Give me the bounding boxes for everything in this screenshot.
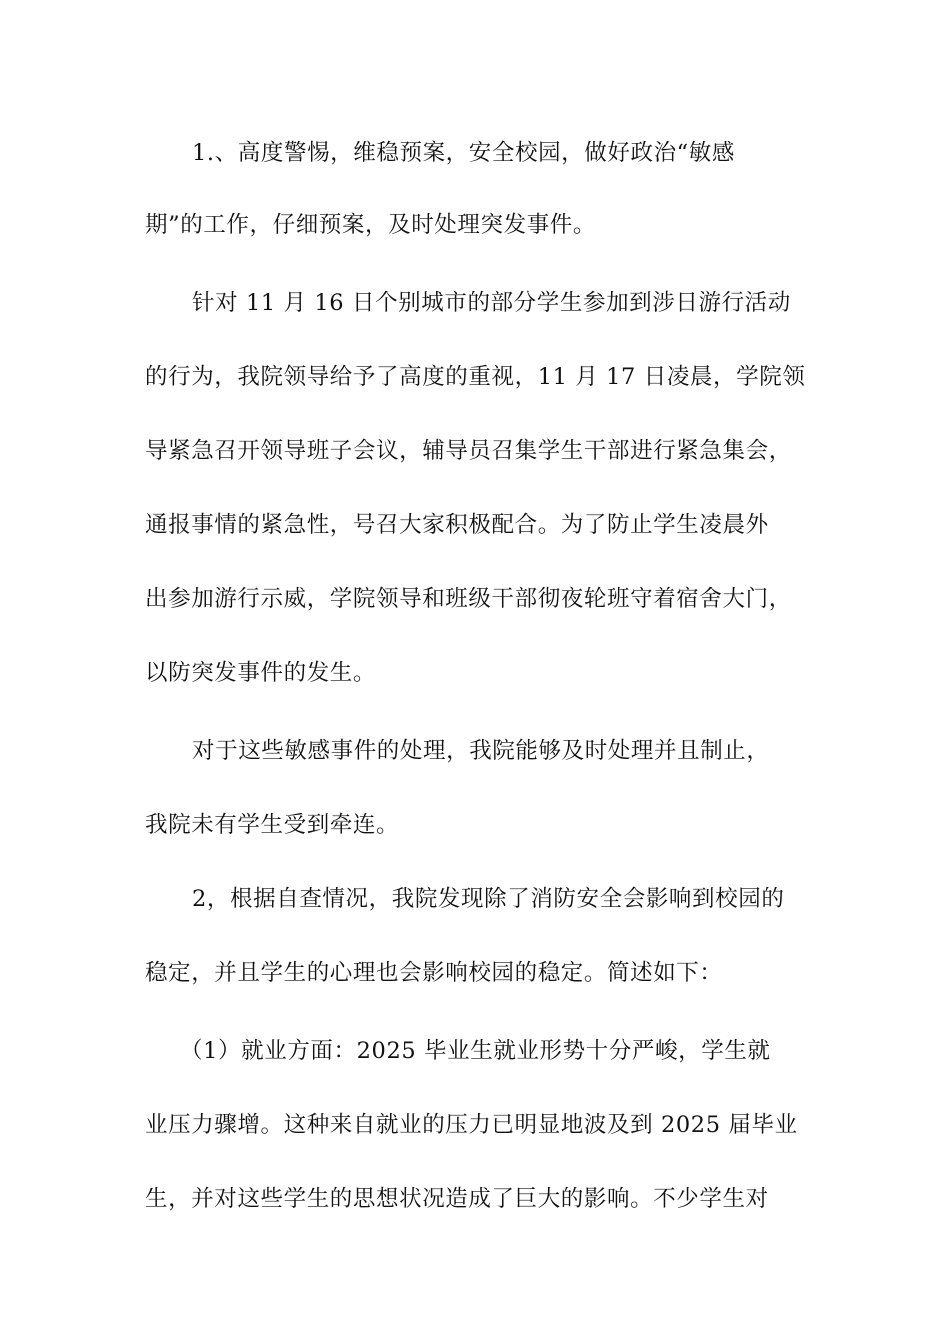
text-line: 对于这些敏感事件的处理，我院能够及时处理并且制止， [192, 738, 770, 764]
text-line: （1）就业方面：2025 毕业生就业形势十分严峻，学生就 [180, 1038, 771, 1064]
text-line: 稳定，并且学生的心理也会影响校园的稳定。简述如下： [145, 960, 723, 986]
text-line: 导紧急召开领导班子会议，辅导员召集学生干部进行紧急集会， [145, 438, 792, 464]
text-line: 2，根据自查情况，我院发现除了消防安全会影响到校园的 [192, 886, 785, 912]
text-line: 针对 11 月 16 日个别城市的部分学生参加到涉日游行活动 [192, 290, 791, 316]
text-line: 出参加游行示威，学院领导和班级干部彻夜轮班守着宿舍大门， [145, 586, 792, 612]
text-line: 的行为，我院领导给予了高度的重视，11 月 17 日凌晨，学院领 [145, 364, 806, 390]
text-line: 期”的工作，仔细预案，及时处理突发事件。 [145, 212, 597, 238]
text-line: 以防突发事件的发生。 [145, 660, 377, 686]
text-line: 通报事情的紧急性，号召大家积极配合。为了防止学生凌晨外 [145, 512, 769, 538]
text-line: 生，并对这些学生的思想状况造成了巨大的影响。不少学生对 [145, 1186, 769, 1212]
text-line: 我院未有学生受到牵连。 [145, 812, 400, 838]
text-line: 1.、高度警惕，维稳预案，安全校园，做好政治“敏感 [192, 140, 735, 166]
text-line: 业压力骤增。这种来自就业的压力已明显地波及到 2025 届毕业 [145, 1112, 798, 1138]
